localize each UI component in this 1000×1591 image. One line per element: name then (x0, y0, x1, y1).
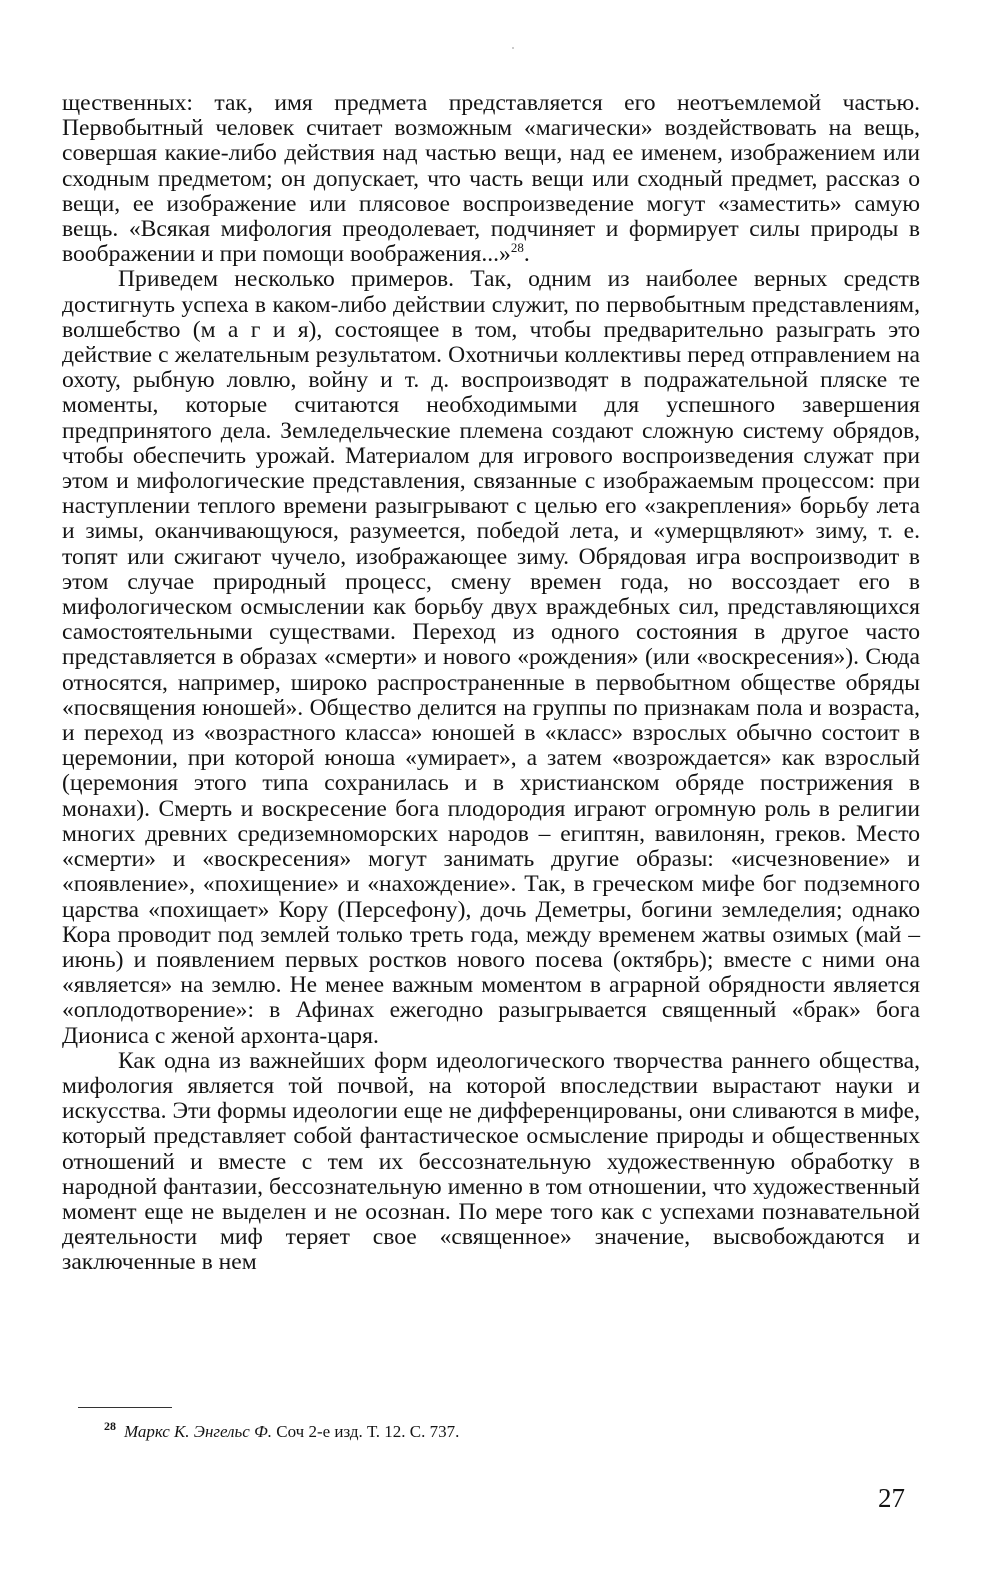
scan-speck (512, 47, 514, 49)
footnote-citation: Соч 2-е изд. Т. 12. С. 737. (276, 1422, 460, 1441)
footnote-divider (78, 1407, 172, 1408)
footnote-author: Маркс К. Энгельс Ф. (124, 1422, 272, 1441)
paragraph-1-end: . (523, 241, 530, 268)
page-number: 27 (878, 1483, 905, 1513)
paragraph-2: Приведем несколько примеров. Так, одним из наиболее верных средств достигнуть успеха в каком-либо действии служит, по первобытным представлениям, волшебство (м а г и я), состоящее в том, чтобы предварительно разыграть это действие с желательным результатом. Охотничьи коллективы перед отправлением на охоту, рыбную ловлю, войну и т. д. воспроизводят в подражательной пляске те моменты, которые считаются необходимыми для успешного завершения предпринятого дела. Земледельческие племена создают сложную систему обрядов, чтобы обеспечить урожай. Материалом для игрового воспроизведения служат при этом и мифологические представления, связанные с изображаемым процессом: при наступлении теплого времени разыгрывают с целью его «закрепления» борьбу лета и зимы, оканчивающуюся, разумеется, победой лета, и «умерщвляют» зиму, т. е. топят или сжигают чучело, изображающее зиму. Обрядовая игра воспроизводит в этом случае природный процесс, смену времен года, но воссоздает его в мифологическом осмыслении как борьбу двух враждебных сил, представляющихся самостоятельными существами. Переход из одного состояния в другое часто представляется в образах «смерти» и нового «рождения» (или «воскресения»). Сюда относятся, например, широко распространенные в первобытном обществе обряды «посвящения юношей». Общество делится на группы по признакам пола и возраста, и переход из «возрастного класса» юношей в «класс» взрослых обычно состоит в церемонии, при которой юноша «умирает», а затем «возрождается» как взрослый (церемония этого типа сохранилась и в христианском обряде пострижения в монахи). Смерть и воскресение бога плодородия играют огромную роль в религии многих древних средиземноморских народов – египтян, вавилонян, греков. Место «смерти» и «воскресения» могут занимать другие образы: «исчезновение» и «появление», «похищение» и «нахождение». Так, в греческом мифе бог подземного царства «похищает» Кору (Персефону), дочь Деметры, богини земледелия; однако Кора проводит под землей только треть года, между временем жатвы озимых (май – июнь) и появлением первых ростков нового посева (октябрь); вместе с ними она «является» на землю. Не менее важным моментом в аграрной обрядности является «оплодотворение»: в Афинах ежегодно разыгрывается священный «брак» бога Диониса с женой архонта-царя. (62, 266, 920, 1049)
paragraph-1-text: щественных: так, имя предмета представляется его неотъемлемой частью. Первобытный человек считает возможным «магически» воздействовать на вещь, совершая какие-либо действия над частью вещи, над ее именем, изображением или сходным предметом; он допускает, что часть вещи или сходный предмет, рассказ о вещи, ее изображение или плясовое воспроизведение могут «заместить» самую вещь. «Всякая мифология преодолевает, подчиняет и формирует силы природы в воображении и при помощи воображения...» (62, 90, 920, 268)
footnote (104, 1419, 804, 1442)
footnote-number: 28 (104, 1419, 116, 1433)
footnote-reference: 28 (510, 240, 524, 256)
main-text (62, 91, 920, 1276)
paragraph-3: Как одна из важнейших форм идеологического творчества раннего общества, мифология является той почвой, на которой впоследствии вырастают науки и искусства. Эти формы идеологии еще не дифференцированы, они сливаются в мифе, который представляет собой фантастическое осмысление природы и общественных отношений и вместе с тем их бессознательную художественную обработку в народной фантазии, бессознательную именно в том отношении, что художественный момент еще не выделен и не осознан. По мере того как с успехами познавательной деятельности миф теряет свое «священное» значение, высвобождаются и заключенные в нем (62, 1047, 920, 1276)
paragraph-1 (62, 91, 920, 267)
